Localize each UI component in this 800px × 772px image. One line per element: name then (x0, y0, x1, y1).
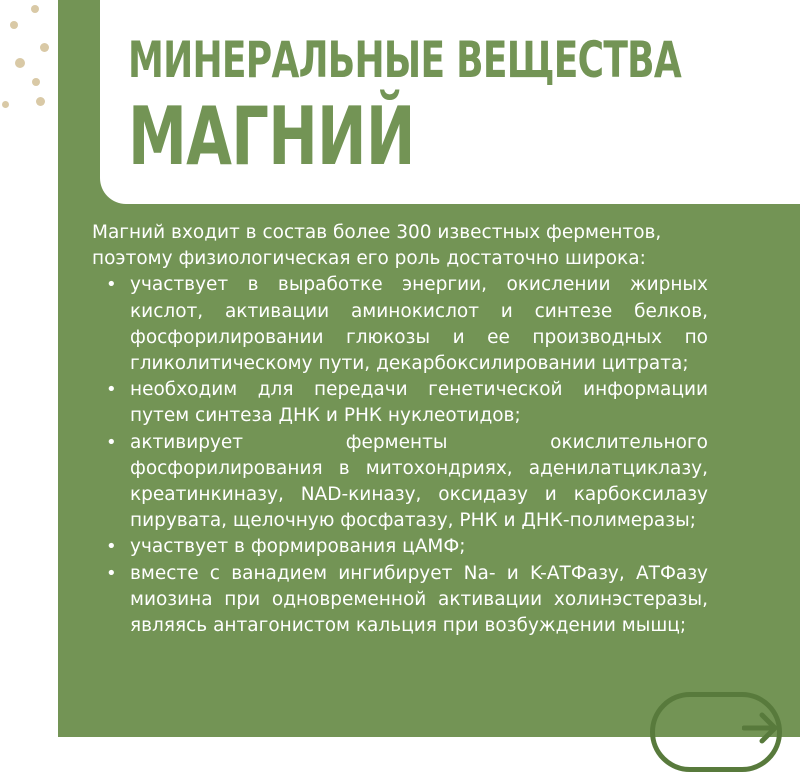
content-body (92, 220, 708, 639)
list-item (92, 272, 708, 377)
page-title: МИНЕРАЛЬНЫЕ ВЕЩЕСТВА (128, 31, 682, 89)
list-item (92, 430, 708, 535)
list-item-text: участвует в выработке энергии, окислении жирных кислот, активации аминокислот и синтезе белков, фосфорилировании глюкозы и ее производных по гликолитическому пути, декарбоксилировании цитрата; (130, 274, 708, 375)
bullet-icon: • (106, 562, 117, 584)
list-item-text: вместе с ванадием ингибирует Na- и K-АТФазу, АТФазу миозина при одновременной активации холинэстеразы, являясь антагонистом кальция при возбуждении мышц; (130, 562, 708, 637)
list-item (92, 534, 708, 560)
arrow-right-icon[interactable] (742, 708, 782, 748)
list-item (92, 561, 708, 640)
list-item-text: активирует ферменты окислительного фосфорилирования в митохондриях, аденилатциклазу, креатинкиназу, NAD-киназу, оксидазу и карбоксилазу пирувата, щелочную фосфатазу, РНК и ДНК-полимеразы; (130, 431, 708, 532)
bullet-list (92, 272, 708, 639)
bullet-icon: • (106, 431, 117, 453)
list-item (92, 377, 708, 429)
page-subtitle: МАГНИЙ (128, 90, 415, 183)
bullet-icon: • (106, 274, 117, 296)
intro-text: Магний входит в состав более 300 известных ферментов, поэтому физиологическая его роль достаточно широка: (92, 222, 662, 270)
list-item-text: необходим для передачи генетической информации путем синтеза ДНК и РНК нуклеотидов; (130, 379, 708, 427)
bullet-icon: • (106, 379, 117, 401)
list-item-text: участвует в формирования цАМФ; (130, 536, 466, 558)
bullet-icon: • (106, 536, 117, 558)
